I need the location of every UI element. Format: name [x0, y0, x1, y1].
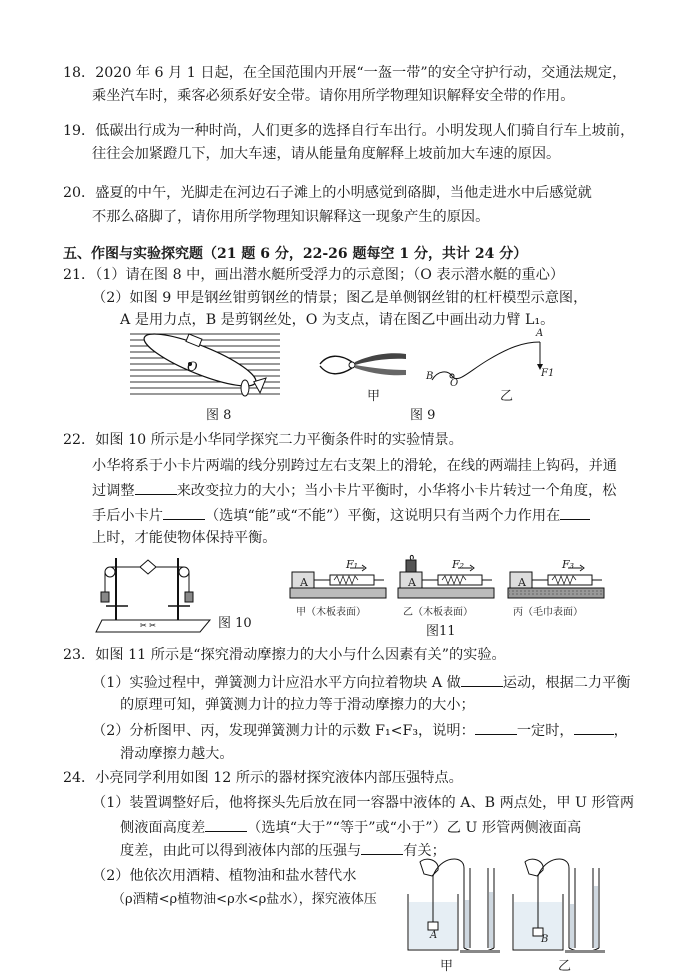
- fig12-point-b: B: [541, 934, 549, 945]
- fig11-block-a-1: A: [300, 576, 308, 589]
- q24-line3-text-a: 侧液面高度差: [120, 820, 206, 836]
- fig11-caption: 图11: [426, 624, 456, 639]
- fig9-label-f1: F1: [541, 368, 555, 379]
- q19-line1: 19．低碳出行成为一种时尚，人们更多的选择自行车出行。小明发现人们骑自行车上坡前，: [63, 123, 635, 139]
- fig9-pliers-figure: [318, 348, 408, 382]
- q24-line4-text-a: 度差，由此可以得到液体内部的压强与: [120, 843, 362, 859]
- q23-line2-text-a: （1）实验过程中，弹簧测力计应沿水平方向拉着物块 A 做: [92, 675, 461, 691]
- fig8-caption: 图 8: [206, 408, 232, 423]
- fig12-yi-label: 乙: [558, 959, 572, 974]
- fig11-label-bing: 丙（毛巾表面）: [513, 607, 583, 618]
- q24-line1: 24．小亮同学利用如图 12 所示的器材探究液体内部压强特点。: [63, 770, 463, 786]
- q23-line4-text-c: ，: [613, 723, 628, 739]
- fig12-beaker-yi: [505, 858, 610, 953]
- fig8-submarine-figure: [130, 330, 280, 402]
- q21-line1: 21．（1）请在图 8 中，画出潜水艇所受浮力的示意图；（O 表示潜水艇的重心）: [63, 267, 565, 283]
- q24-line3-text-b: （选填“大于”“等于”或“小于”）乙 U 形管两侧液面高: [247, 820, 582, 836]
- q20-line1: 20．盛夏的中午，光脚走在河边石子滩上的小明感觉到硌脚，当他走进水中后感觉就: [63, 185, 592, 201]
- q23-line4-text-b: 一定时，: [516, 723, 574, 739]
- q24-blank-2[interactable]: [361, 840, 403, 855]
- q23-blank-2[interactable]: [475, 720, 517, 735]
- fig10-caption: 图 10: [218, 616, 252, 631]
- section-title: 五、作图与实验探究题（21 题 6 分，22-26 题每空 1 分，共计 24 分）: [63, 246, 528, 262]
- q21-line3: A 是用力点，B 是剪钢丝处，O 为支点，请在图乙中画出动力臂 L₁。: [120, 312, 555, 328]
- q22-blank-1[interactable]: [135, 480, 177, 495]
- q22-line3-text-a: 过调整: [92, 483, 135, 499]
- q23-blank-1[interactable]: [461, 672, 503, 687]
- q23-line3: 的原理可知，弹簧测力计的拉力等于滑动摩擦力的大小；: [120, 697, 475, 713]
- q22-line3-text-b: 来改变拉力的大小；当小卡片平衡时，小华将小卡片转过一个角度，松: [176, 483, 617, 499]
- q23-blank-3[interactable]: [574, 720, 614, 735]
- q22-line4-text-a: 手后小卡片: [92, 508, 163, 524]
- q24-line4-text-b: 有关；: [403, 843, 446, 859]
- q22-line1: 22．如图 10 所示是小华同学探究二力平衡条件时的实验情景。: [63, 432, 463, 448]
- q22-line5: 上时，才能使物体保持平衡。: [92, 530, 277, 546]
- fig11-block-a-3: A: [518, 576, 526, 589]
- fig10-apparatus-figure: [96, 548, 216, 636]
- q23-line4: [92, 720, 628, 741]
- q23-line2-text-b: 运动，根据二力平衡: [502, 675, 631, 691]
- q22-line4: [92, 505, 590, 526]
- q24-line3: [120, 817, 581, 838]
- svg-text:✂ ✂: ✂ ✂: [140, 621, 156, 630]
- q24-line4: [120, 840, 446, 861]
- fig9-label-a: A: [536, 328, 544, 339]
- fig9-lever-figure: [418, 332, 558, 392]
- fig8-label-o: O: [187, 360, 198, 375]
- fig11-force-f2: F₂: [452, 558, 465, 571]
- q21-line2: （2）如图 9 甲是钢丝钳剪钢丝的情景；图乙是单侧钢丝钳的杠杆模型示意图，: [92, 290, 588, 306]
- q22-blank-3[interactable]: [560, 505, 590, 520]
- fig9-label-b: B: [426, 371, 434, 382]
- fig11-label-jia: 甲（木板表面）: [296, 607, 366, 618]
- q23-line5: 滑动摩擦力越大。: [120, 746, 234, 762]
- q23-line1: 23．如图 11 所示是“探究滑动摩擦力的大小与什么因素有关”的实验。: [63, 647, 506, 663]
- q18-line1: 18．2020 年 6 月 1 日起，在全国范围内开展“一盔一带”的安全守护行动，交通法规定，: [63, 65, 627, 81]
- q22-line4-text-b: （选填“能”或“不能”）平衡，这说明只有当两个力作用在: [204, 508, 561, 524]
- q23-line2: [92, 672, 631, 693]
- q24-line5: （2）他依次用酒精、植物油和盐水替代水: [92, 868, 357, 884]
- q23-line4-text-a: （2）分析图甲、丙，发现弹簧测力计的示数 F₁<F₃，说明：: [92, 723, 475, 739]
- fig11-force-f1: F₁: [346, 558, 359, 571]
- q24-line6: （ρ酒精<ρ植物油<ρ水<ρ盐水），探究液体压: [112, 892, 377, 907]
- fig12-point-a: A: [430, 930, 438, 941]
- q20-line2: 不那么硌脚了，请你用所学物理知识解释这一现象产生的原因。: [92, 209, 490, 225]
- fig12-jia-label: 甲: [440, 959, 454, 974]
- q22-line3: [92, 480, 616, 501]
- fig11-force-f3: F₃: [562, 558, 575, 571]
- q24-line2: （1）装置调整好后，他将探头先后放在同一容器中液体的 A、B 两点处，甲 U 形管两: [92, 795, 635, 811]
- fig11-block-a-2: A: [408, 576, 416, 589]
- fig11-label-yi: 乙（木板表面）: [403, 607, 473, 618]
- fig9-yi-label: 乙: [500, 389, 514, 404]
- q18-line2: 乘坐汽车时，乘客必须系好安全带。请你用所学物理知识解释安全带的作用。: [92, 88, 575, 104]
- fig9-label-o: O: [450, 378, 459, 389]
- fig12-beaker-jia: [400, 858, 505, 953]
- q22-line2: 小华将系于小卡片两端的线分别跨过左右支架上的滑轮，在线的两端挂上钩码，并通: [92, 458, 617, 474]
- q24-blank-1[interactable]: [205, 817, 247, 832]
- q22-blank-2[interactable]: [163, 505, 205, 520]
- fig9-jia-label: 甲: [367, 389, 381, 404]
- fig9-caption: 图 9: [410, 408, 436, 423]
- q19-line2: 往往会加紧蹬几下，加大车速，请从能量角度解释上坡前加大车速的原因。: [92, 146, 561, 162]
